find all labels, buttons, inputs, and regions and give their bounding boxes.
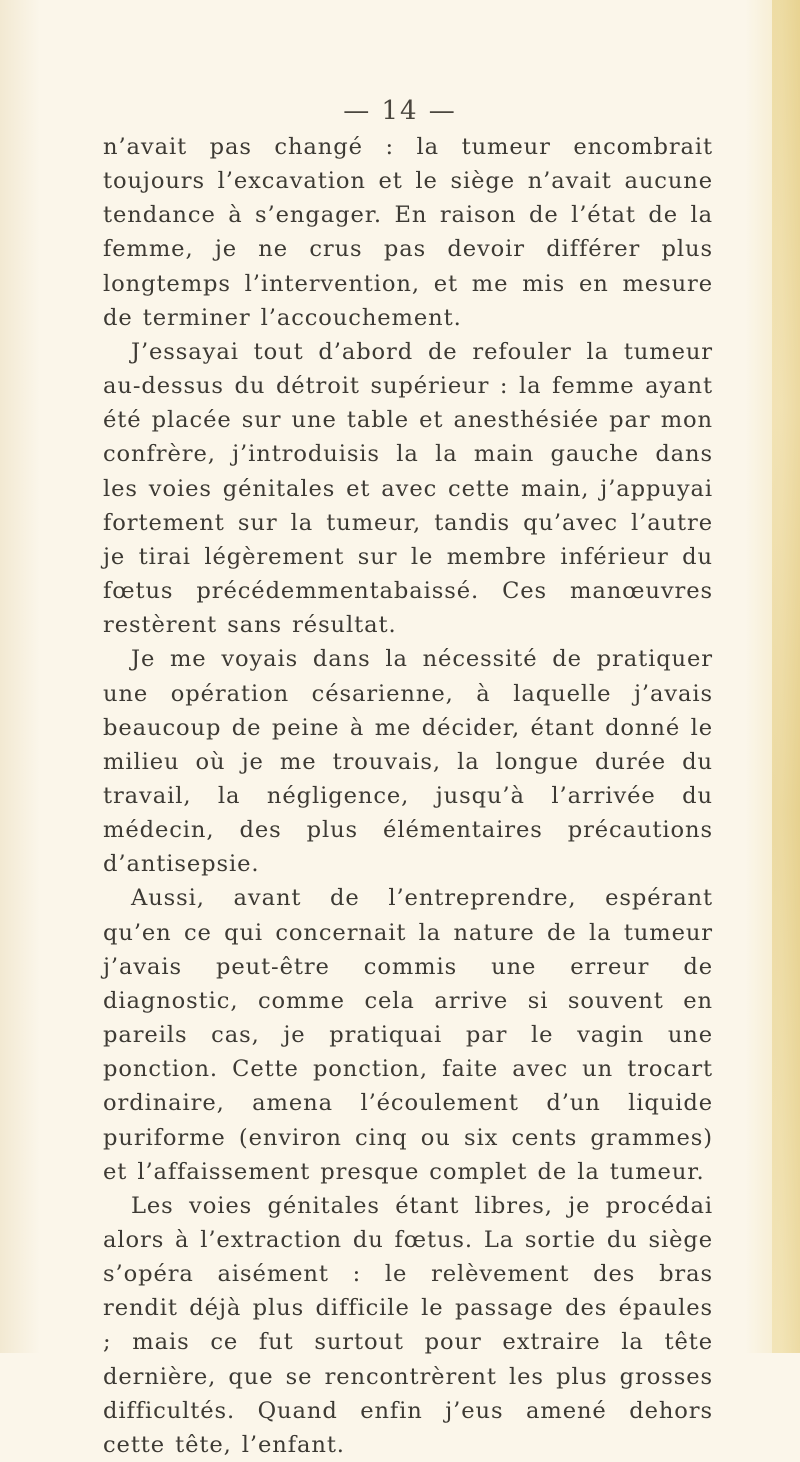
page-edge-stain [772, 0, 800, 1353]
paragraph-3: Je me voyais dans la nécessité de pratiquer une opération césarienne, à laquelle j’avais beaucoup de peine à me décider, étant donné le milieu où je me trouvais, la longue durée du travail, la négligence, jusqu’à l’arrivée du médecin, des plus élémentaires précautions d’antisepsie. [103, 646, 713, 878]
paragraph-1: n’avait pas changé : la tumeur encombrait toujours l’excavation et le siège n’avait aucune tendance à s’engager. En raison de l’état de la femme, je ne crus pas devoir différer plus longtemps l’intervention, et me mis en mesure de terminer l’accouchement. [103, 134, 713, 331]
page-number: — 14 — [343, 96, 457, 126]
paragraph-4: Aussi, avant de l’entreprendre, espérant qu’en ce qui concernait la nature de la tumeur j’avais peut-être commis une erreur de diagnostic, comme cela arrive si souvent en pareils cas, je pratiquai par le vagin une ponction. Cette ponction, faite avec un trocart ordinaire, amena l’écoulement d’un liquide puriforme (environ cinq ou six cents grammes) et l’affaissement presque complet de la tumeur. [103, 885, 713, 1185]
paragraph-5: Les voies génitales étant libres, je procédai alors à l’extraction du fœtus. La sortie du siège s’opéra aisément : le relèvement des bras rendit déjà plus difficile le passage des épaules ; mais ce fut surtout pour extraire la tête dernière, que se rencontrèrent les plus grosses difficultés. Quand enfin j’eus amené dehors cette tête, l’enfant. [103, 1192, 713, 1458]
paragraph-2: J’essayai tout d’abord de refouler la tumeur au-dessus du détroit supérieur : la femme ayant été placée sur une table et anesthésiée par mon confrère, j’introduisis la la main gauche dans les voies génitales et avec cette main, j’appuyai fortement sur la tumeur, tandis qu’avec l’autre je tirai légèrement sur le membre inférieur du fœtus précédemmentabaissé. Ces manœuvres restèrent sans résultat. [103, 338, 713, 639]
body-text [103, 130, 713, 1462]
